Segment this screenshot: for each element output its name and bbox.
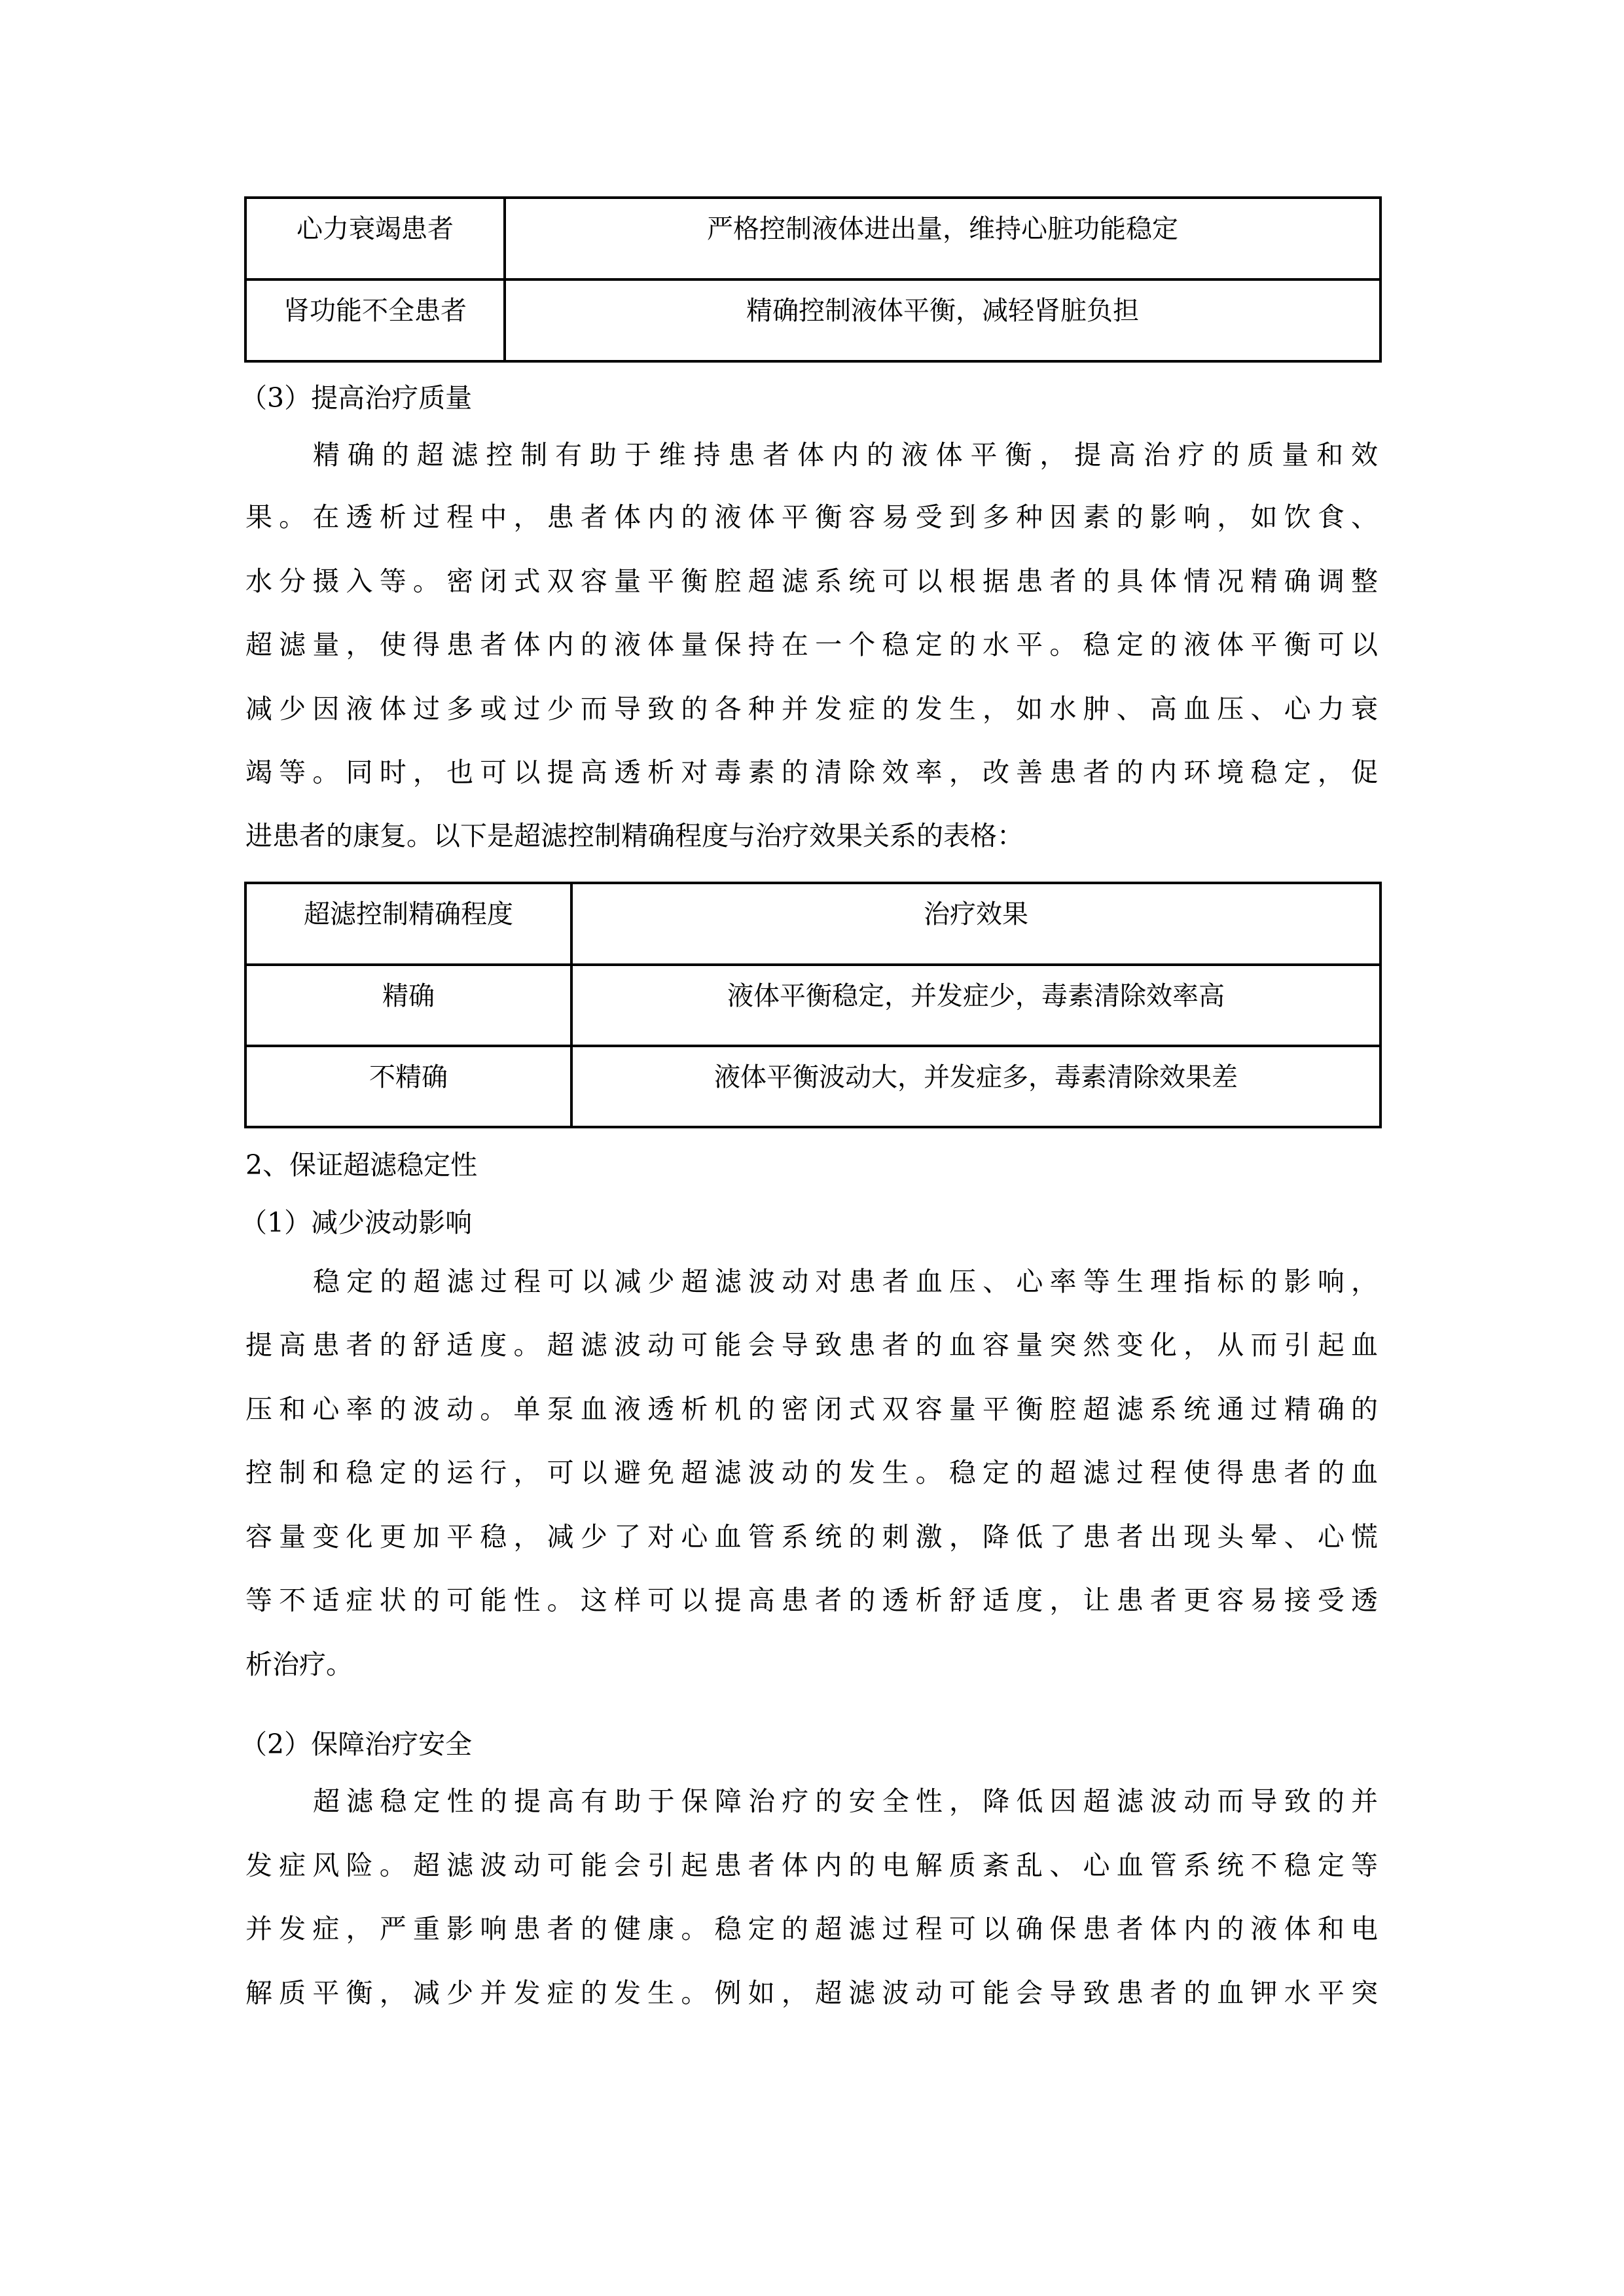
paragraph-line: 超滤量，使得患者体内的液体量保持在一个稳定的水平。稳定的液体平衡可以	[245, 629, 1378, 660]
paragraph-line: 并发症，严重影响患者的健康。稳定的超滤过程可以确保患者体内的液体和电	[245, 1913, 1378, 1945]
paragraph-line: 提高患者的舒适度。超滤波动可能会导致患者的血容量突然变化，从而引起血	[245, 1329, 1378, 1361]
table-cell-precision: 精确	[245, 965, 571, 1046]
paragraph-line: 析治疗。	[245, 1649, 353, 1680]
section-heading-improve-quality: （3）提高治疗质量	[240, 382, 473, 414]
paragraph-line: 发症风险。超滤波动可能会引起患者体内的电解质紊乱、心血管系统不稳定等	[245, 1850, 1378, 1881]
paragraph-line: 等不适症状的可能性。这样可以提高患者的透析舒适度，让患者更容易接受透	[245, 1585, 1378, 1616]
paragraph-line: 精确的超滤控制有助于维持患者体内的液体平衡，提高治疗的质量和效	[313, 439, 1378, 471]
paragraph-line: 稳定的超滤过程可以减少超滤波动对患者血压、心率等生理指标的影响，	[313, 1266, 1378, 1297]
table-header-precision: 超滤控制精确程度	[245, 883, 571, 965]
table-row	[245, 198, 1380, 279]
table-header-effect: 治疗效果	[571, 883, 1380, 965]
paragraph-line: 解质平衡，减少并发症的发生。例如，超滤波动可能会导致患者的血钾水平突	[245, 1977, 1378, 2009]
subsection-heading-reduce-fluctuation: （1）减少波动影响	[240, 1207, 473, 1238]
table-cell-effect: 液体平衡波动大，并发症多，毒素清除效果差	[571, 1046, 1380, 1127]
table-cell-group: 肾功能不全患者	[245, 279, 505, 361]
paragraph-line: 水分摄入等。密闭式双容量平衡腔超滤系统可以根据患者的具体情况精确调整	[245, 565, 1378, 597]
paragraph-line: 竭等。同时，也可以提高透析对毒素的清除效率，改善患者的内环境稳定，促	[245, 757, 1378, 788]
table-row	[245, 965, 1380, 1046]
paragraph-line: 容量变化更加平稳，减少了对心血管系统的刺激，降低了患者出现头晕、心慌	[245, 1521, 1378, 1552]
section-heading-ensure-stability: 2、保证超滤稳定性	[245, 1149, 478, 1181]
table-cell-precision: 不精确	[245, 1046, 571, 1127]
table-cell-effect: 液体平衡稳定，并发症少，毒素清除效率高	[571, 965, 1380, 1046]
table-row	[245, 279, 1380, 361]
table-cell-group: 心力衰竭患者	[245, 198, 505, 279]
precision-effect-table	[244, 882, 1382, 1128]
paragraph-line: 进患者的康复。以下是超滤控制精确程度与治疗效果关系的表格：	[245, 820, 1024, 852]
paragraph-line: 减少因液体过多或过少而导致的各种并发症的发生，如水肿、高血压、心力衰	[245, 693, 1378, 725]
subsection-heading-treatment-safety: （2）保障治疗安全	[240, 1729, 473, 1760]
table-header-row	[245, 883, 1380, 965]
patient-group-table	[244, 196, 1382, 363]
table-cell-requirement: 精确控制液体平衡，减轻肾脏负担	[505, 279, 1380, 361]
paragraph-line: 控制和稳定的运行，可以避免超滤波动的发生。稳定的超滤过程使得患者的血	[245, 1457, 1378, 1488]
paragraph-line: 超滤稳定性的提高有助于保障治疗的安全性，降低因超滤波动而导致的并	[313, 1785, 1378, 1817]
table-row	[245, 1046, 1380, 1127]
table-cell-requirement: 严格控制液体进出量，维持心脏功能稳定	[505, 198, 1380, 279]
paragraph-line: 果。在透析过程中，患者体内的液体平衡容易受到多种因素的影响，如饮食、	[245, 501, 1378, 533]
paragraph-line: 压和心率的波动。单泵血液透析机的密闭式双容量平衡腔超滤系统通过精确的	[245, 1393, 1378, 1425]
